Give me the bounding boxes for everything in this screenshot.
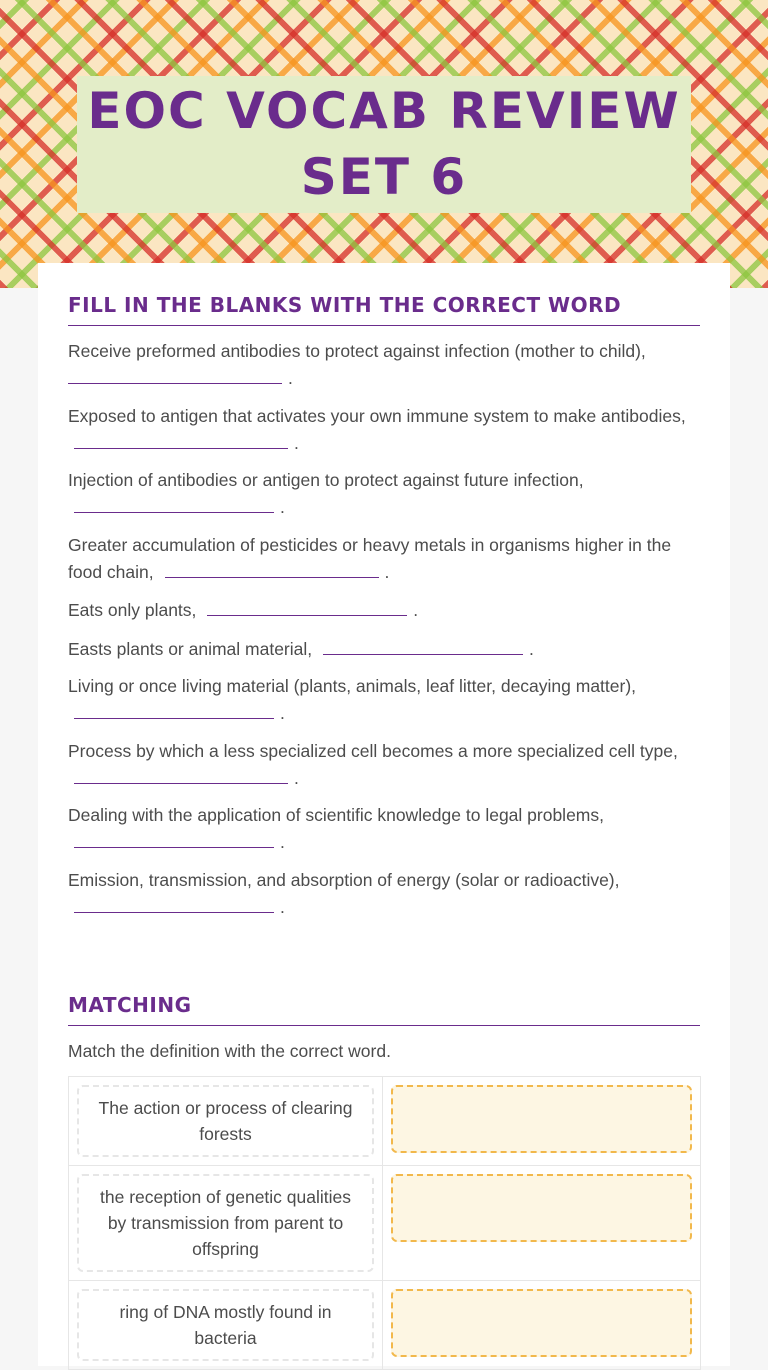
answer-drop-zone[interactable]	[391, 1085, 692, 1153]
definition-card[interactable]: the reception of genetic qualities by transmission from parent to offspring	[77, 1174, 374, 1272]
question-5: Eats only plants, .	[68, 597, 704, 624]
question-2: Exposed to antigen that activates your own immune system to make antibodies, .	[68, 406, 686, 453]
answer-blank-6[interactable]	[323, 636, 523, 655]
answer-drop-zone[interactable]	[391, 1174, 692, 1242]
worksheet-title: EOC VOCAB REVIEW	[87, 82, 681, 140]
answer-blank-8[interactable]	[74, 765, 288, 784]
matching-row	[69, 1077, 700, 1165]
answer-blank-1[interactable]	[68, 365, 282, 384]
worksheet-subtitle: SET 6	[300, 148, 468, 206]
question-9: Dealing with the application of scientific knowledge to legal problems, .	[68, 805, 604, 852]
matching-row	[69, 1165, 700, 1280]
answer-blank-10[interactable]	[74, 894, 274, 913]
question-3: Injection of antibodies or antigen to protect against future infection, .	[68, 470, 584, 517]
question-1: Receive preformed antibodies to protect against infection (mother to child), .	[68, 341, 646, 388]
definition-card[interactable]: The action or process of clearing forests	[77, 1085, 374, 1157]
answer-drop-zone[interactable]	[391, 1289, 692, 1357]
answer-blank-7[interactable]	[74, 700, 274, 719]
question-7: Living or once living material (plants, animals, leaf litter, decaying matter), .	[68, 676, 637, 723]
answer-blank-9[interactable]	[74, 829, 274, 848]
worksheet-card	[38, 263, 730, 1366]
question-8: Process by which a less specialized cell becomes a more specialized cell type, .	[68, 741, 678, 788]
answer-blank-5[interactable]	[207, 597, 407, 616]
question-10: Emission, transmission, and absorption of energy (solar or radioactive), .	[68, 870, 620, 917]
matching-table	[68, 1076, 701, 1370]
title-box	[77, 76, 691, 213]
matching-heading: MATCHING	[68, 993, 700, 1026]
question-4: Greater accumulation of pesticides or heavy metals in organisms higher in the food chain, .	[68, 535, 672, 582]
answer-blank-4[interactable]	[165, 559, 379, 578]
matching-instructions: Match the definition with the correct word.	[68, 1041, 391, 1061]
question-6: Easts plants or animal material, .	[68, 636, 704, 663]
definition-card[interactable]: ring of DNA mostly found in bacteria	[77, 1289, 374, 1361]
fill-blanks-heading: FILL IN THE BLANKS WITH THE CORRECT WORD	[68, 293, 700, 326]
answer-blank-3[interactable]	[74, 494, 274, 513]
answer-blank-2[interactable]	[74, 430, 288, 449]
matching-row	[69, 1280, 700, 1369]
